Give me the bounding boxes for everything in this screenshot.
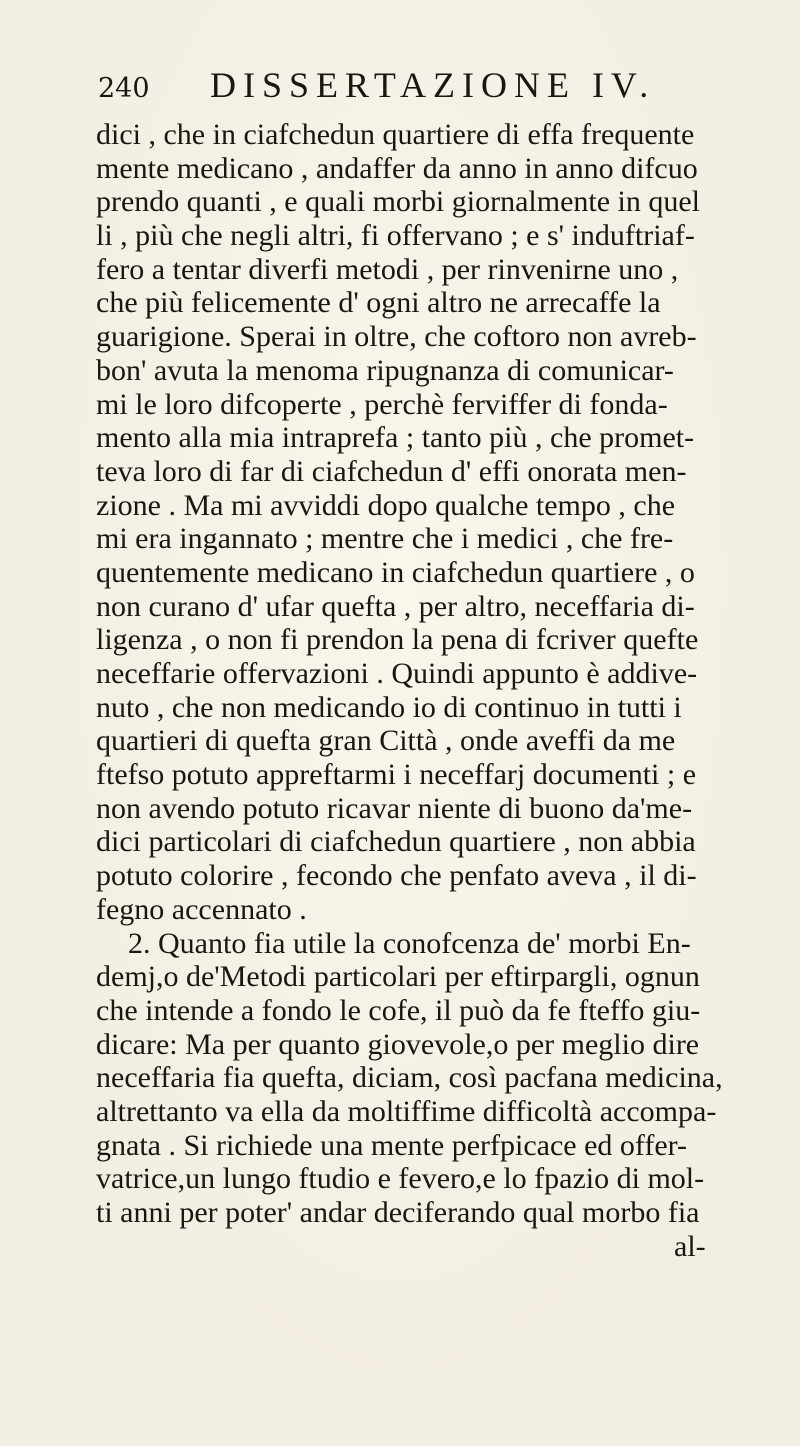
text-line: nuto , che non medicando io di continuo in tutti i: [96, 690, 682, 724]
text-line: dici particolari di ciafchedun quartiere , non abbia: [96, 825, 696, 859]
text-line: fero a tentar diverfi metodi , per rinvenirne uno ,: [96, 252, 679, 286]
text-line: che più felicemente d' ogni altro ne arrecaffe la: [96, 286, 661, 320]
text-line: non avendo potuto ricavar niente di buono da'me-: [96, 791, 693, 825]
text-line: li , più che negli altri, fi offervano ; e s' induftriaf-: [96, 219, 695, 253]
running-title: DISSERTAZIONE IV.: [210, 65, 656, 105]
text-line: non curano d' ufar quefta , per altro, neceffaria di-: [96, 589, 695, 623]
text-line: altrettanto va ella da moltiffime difficoltà accompa-: [96, 1094, 717, 1128]
text-line: ftefso potuto appreftarmi i neceffarj documenti ; e: [96, 758, 697, 792]
text-line: quentemente medicano in ciafchedun quartiere , o: [96, 555, 695, 589]
text-line: prendo quanti , e quali morbi giornalmente in quel: [96, 185, 701, 219]
text-line: mi era ingannato ; mentre che i medici , che fre-: [96, 522, 674, 556]
text-line: teva loro di far di ciafchedun d' effi onorata men-: [96, 454, 687, 488]
text-line: ti anni per poter' andar deciferando qual morbo fia: [96, 1196, 700, 1229]
running-head: [98, 64, 768, 104]
text-line: demj,o de'Metodi particolari per eftirpargli, ognun: [96, 960, 700, 994]
text-line: potuto colorire , fecondo che penfato aveva , il di-: [96, 859, 697, 893]
text-line: dicare: Ma per quanto giovevole,o per meglio dire: [96, 1027, 700, 1061]
text-line: vatrice,un lungo ftudio e fevero,e lo fpazio di mol-: [96, 1162, 705, 1196]
text-line: neceffaria fia quefta, diciam, così pacfana medicina,: [96, 1061, 723, 1095]
text-line: zione . Ma mi avviddi dopo qualche tempo , che: [96, 488, 676, 522]
text-line: mi le loro difcoperte , perchè ferviffer di fonda-: [96, 387, 668, 421]
text-line: mento alla mia intraprefa ; tanto più , che promet-: [96, 421, 695, 455]
text-line: fegno accennato .: [96, 892, 307, 926]
body-text: [96, 118, 776, 1263]
text-line: guarigione. Sperai in oltre, che coftoro non avreb-: [96, 320, 697, 354]
text-line: quartieri di quefta gran Città , onde aveffi da me: [96, 724, 676, 758]
text-line: neceffarie offervazioni . Quindi appunto è addive-: [96, 657, 698, 690]
catchword: al-: [674, 1229, 706, 1263]
text-line: mente medicano , andaffer da anno in anno difcuo: [96, 151, 698, 185]
text-line: dici , che in ciafchedun quartiere di effa frequente: [96, 118, 695, 151]
text-line: gnata . Si richiede una mente perfpicace ed offer-: [96, 1128, 688, 1162]
text-line: ligenza , o non fi prendon la pena di fcriver quefte: [96, 623, 699, 657]
text-line: che intende a fondo le cofe, il può da fe fteffo giu-: [96, 993, 701, 1027]
page-number: 240: [98, 73, 150, 104]
paragraph-start-line: 2. Quanto fia utile la conofcenza de' morbi En-: [128, 926, 691, 960]
text-line: bon' avuta la menoma ripugnanza di comunicar-: [96, 353, 674, 387]
